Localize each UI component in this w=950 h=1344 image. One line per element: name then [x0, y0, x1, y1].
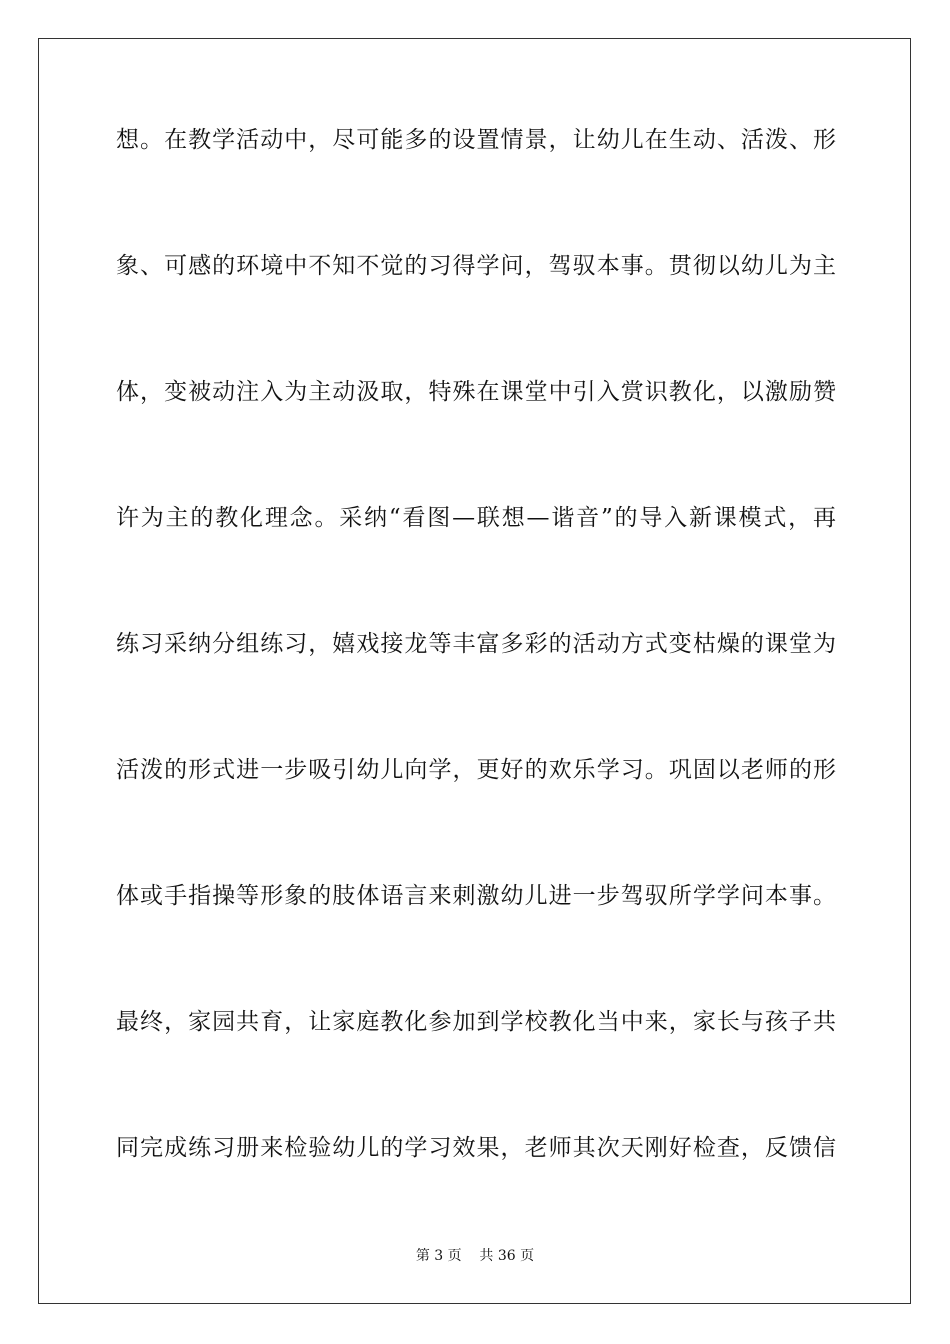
text-line: 练习采纳分组练习，嬉戏接龙等丰富多彩的活动方式变枯燥的课堂为	[116, 631, 836, 657]
text-line: 同完成练习册来检验幼儿的学习效果，老师其次天刚好检查，反馈信	[116, 1135, 836, 1161]
text-line: 体，变被动注入为主动汲取，特殊在课堂中引入赏识教化，以激励赞	[116, 379, 836, 405]
text-line: 想。在教学活动中，尽可能多的设置情景，让幼儿在生动、活泼、形	[116, 127, 836, 153]
text-line: 活泼的形式进一步吸引幼儿向学，更好的欢乐学习。巩固以老师的形	[116, 757, 836, 783]
text-line: 象、可感的环境中不知不觉的习得学问，驾驭本事。贯彻以幼儿为主	[116, 253, 836, 279]
text-line: 许为主的教化理念。采纳“看图—联想—谐音”的导入新课模式，再	[116, 505, 836, 531]
text-line: 体或手指操等形象的肢体语言来刺激幼儿进一步驾驭所学学问本事。	[116, 883, 836, 909]
document-body	[116, 128, 836, 1262]
text-line: 最终，家园共育，让家庭教化参加到学校教化当中来，家长与孩子共	[116, 1009, 836, 1035]
page-number-footer: 第 3 页 共 36 页	[415, 1248, 535, 1264]
